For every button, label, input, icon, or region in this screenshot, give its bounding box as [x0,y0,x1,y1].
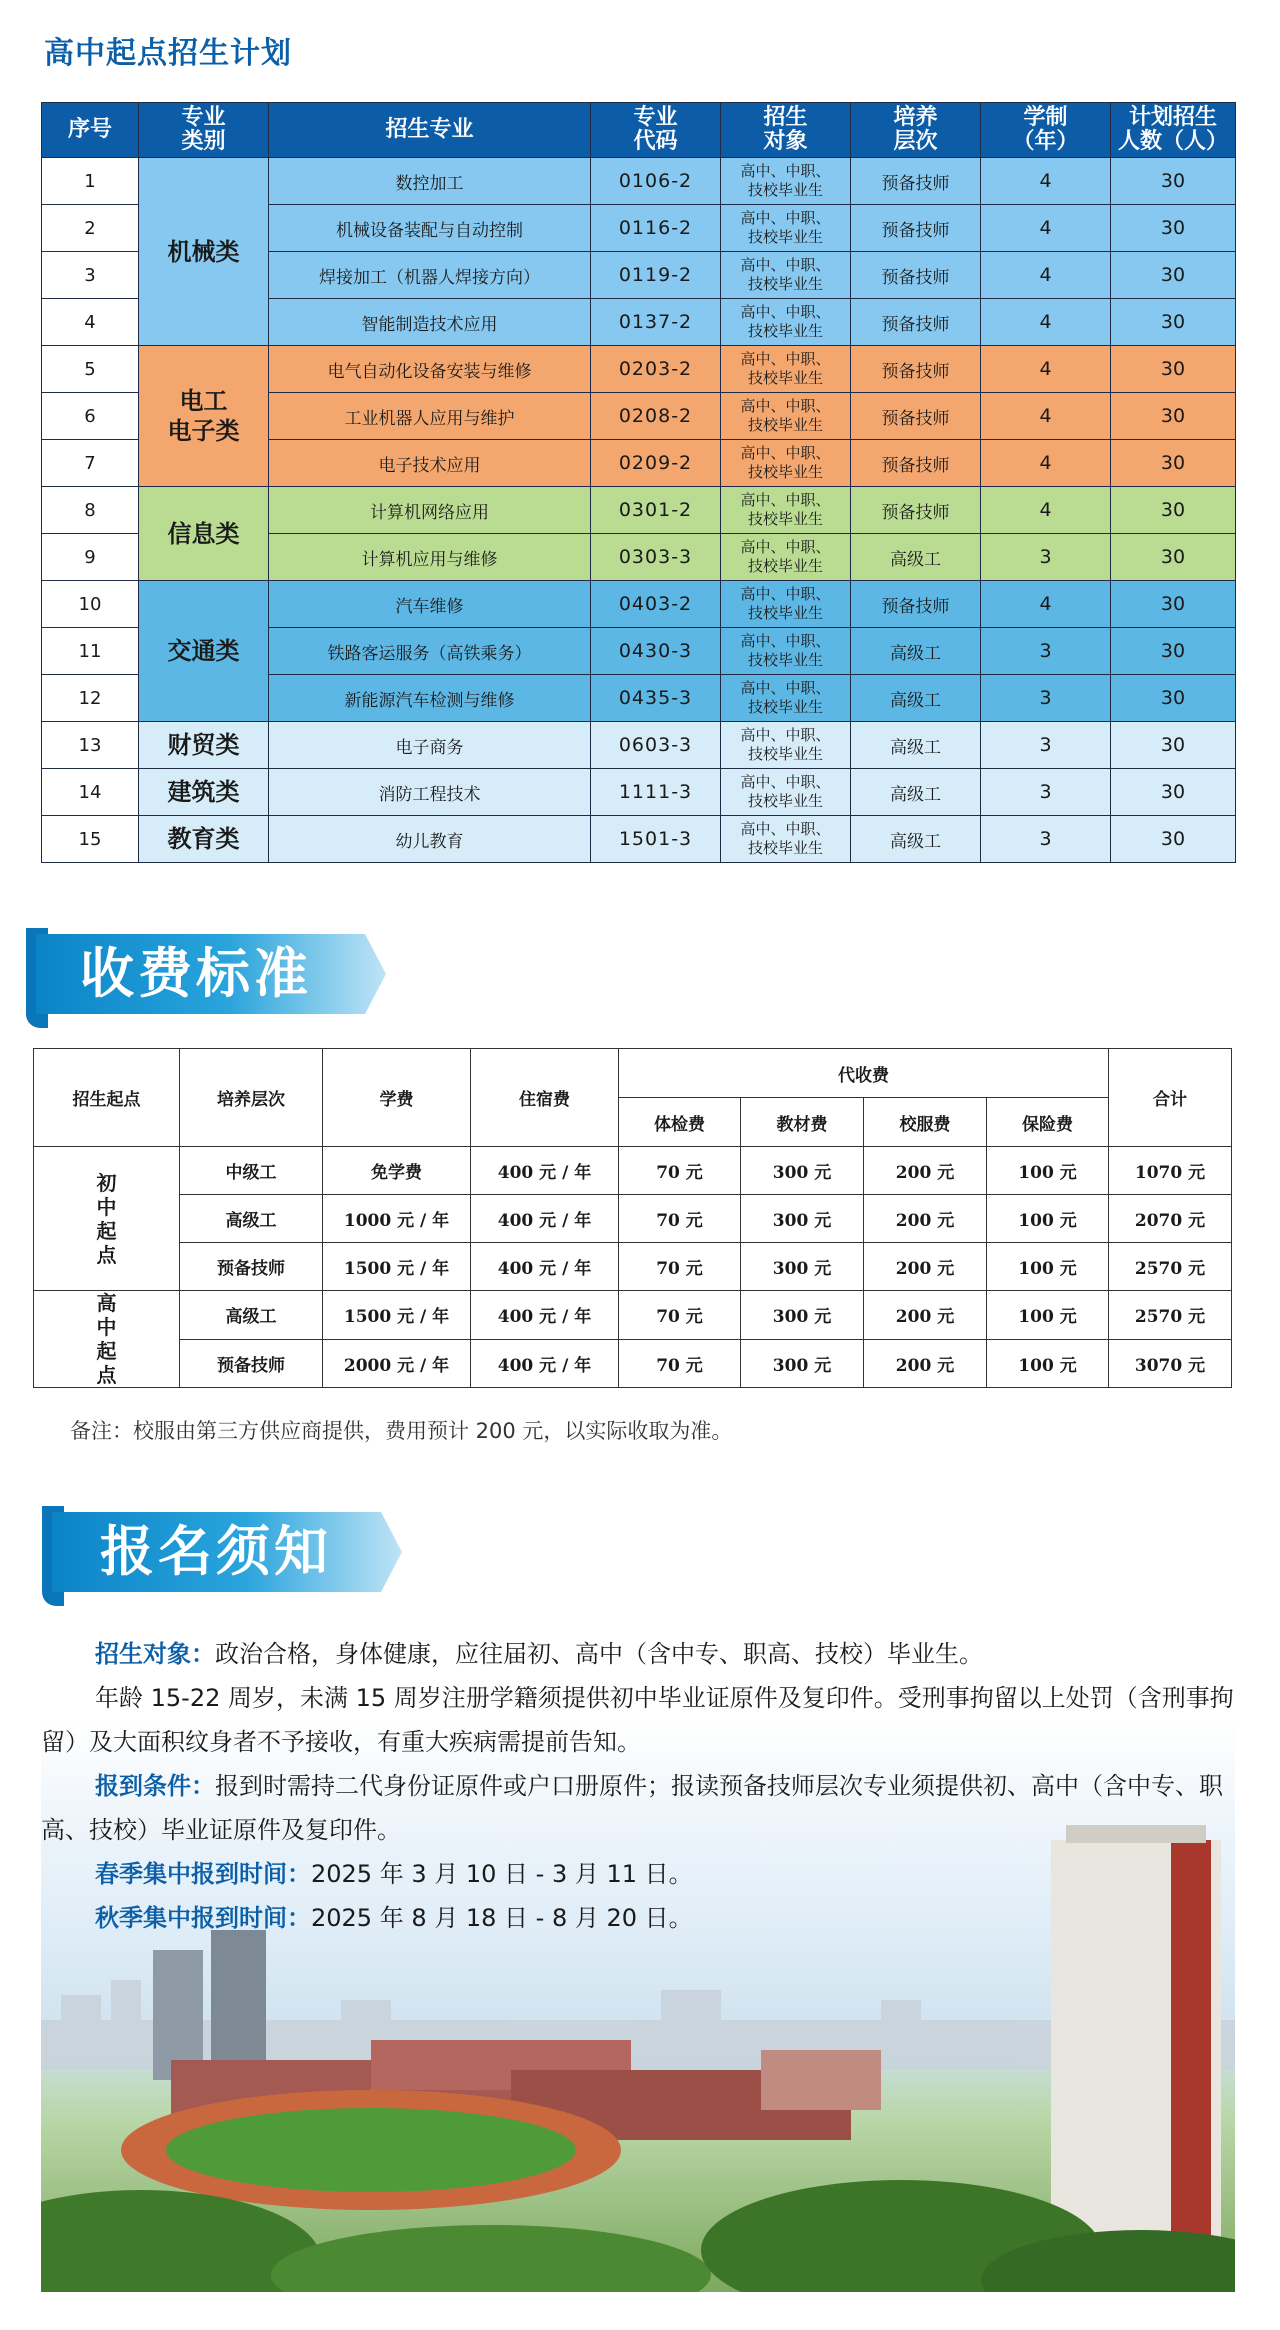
fee-header-start: 招生起点 [34,1049,180,1147]
cell-years: 4 [981,487,1111,534]
cell-major: 新能源汽车检测与维修 [269,675,591,722]
notice-age-paragraph: 年龄 15-22 周岁，未满 15 周岁注册学籍须提供初中毕业证原件及复印件。受刑事拘留以上处罚（含刑事拘留）及大面积纹身者不予接收，有重大疾病需提前告知。 [41,1684,1234,1756]
cell-seq: 5 [42,346,139,393]
cell-code: 1111-3 [591,769,721,816]
cell-major: 幼儿教育 [269,816,591,863]
table-row [34,1339,1232,1388]
cell-seq: 7 [42,440,139,487]
cell-code: 0603-3 [591,722,721,769]
cell-level: 预备技师 [851,252,981,299]
header-level: 培养 层次 [851,103,981,158]
cell-quota: 30 [1111,158,1236,205]
cell-quota: 30 [1111,205,1236,252]
cell-level: 预备技师 [851,346,981,393]
cell-code: 0435-3 [591,675,721,722]
fee-group-junior: 初 中 起 点 [34,1147,180,1291]
table-row [34,1291,1232,1340]
header-years: 学制 （年） [981,103,1111,158]
cell-major: 智能制造技术应用 [269,299,591,346]
cell-exam: 70 元 [619,1339,741,1388]
cell-years: 4 [981,346,1111,393]
fee-header-books: 教材费 [741,1098,864,1147]
cell-target: 高中、中职、 技校毕业生 [721,346,851,393]
fee-header-level: 培养层次 [180,1049,323,1147]
cell-total: 3070 元 [1109,1339,1232,1388]
cell-years: 4 [981,440,1111,487]
cell-level: 高级工 [851,534,981,581]
cell-level: 预备技师 [851,158,981,205]
cell-major: 电子商务 [269,722,591,769]
fee-header-row [34,1049,1232,1098]
notice-report-text: 报到时需持二代身份证原件或户口册原件；报读预备技师层次专业须提供初、高中（含中专、职高、技校）毕业证原件及复印件。 [41,1772,1223,1844]
fee-header-tuition: 学费 [323,1049,471,1147]
notice-autumn-label: 秋季集中报到时间： [95,1904,311,1932]
fee-header-dorm: 住宿费 [471,1049,619,1147]
cell-level: 高级工 [851,628,981,675]
header-target: 招生 对象 [721,103,851,158]
cell-major: 计算机网络应用 [269,487,591,534]
cell-level: 高级工 [851,769,981,816]
cell-insurance: 100 元 [987,1243,1109,1291]
cell-level: 预备技师 [851,440,981,487]
cell-target: 高中、中职、 技校毕业生 [721,581,851,628]
cell-uniform: 200 元 [864,1339,987,1388]
cell-quota: 30 [1111,440,1236,487]
cell-target: 高中、中职、 技校毕业生 [721,158,851,205]
cell-target: 高中、中职、 技校毕业生 [721,534,851,581]
cell-code: 0203-2 [591,346,721,393]
cell-seq: 6 [42,393,139,440]
cell-dorm: 400 元 / 年 [471,1147,619,1195]
cell-dorm: 400 元 / 年 [471,1243,619,1291]
notice-report-label: 报到条件： [95,1772,215,1800]
cell-dorm: 400 元 / 年 [471,1195,619,1243]
cell-years: 3 [981,816,1111,863]
cell-major: 消防工程技术 [269,769,591,816]
cell-uniform: 200 元 [864,1195,987,1243]
cell-target: 高中、中职、 技校毕业生 [721,487,851,534]
cell-level: 中级工 [180,1147,323,1195]
header-major: 招生专业 [269,103,591,158]
cell-years: 4 [981,581,1111,628]
cell-years: 4 [981,205,1111,252]
cell-quota: 30 [1111,393,1236,440]
category-transport: 交通类 [139,581,269,722]
cell-books: 300 元 [741,1195,864,1243]
cell-quota: 30 [1111,252,1236,299]
cell-insurance: 100 元 [987,1339,1109,1388]
cell-code: 0119-2 [591,252,721,299]
cell-code: 1501-3 [591,816,721,863]
cell-quota: 30 [1111,299,1236,346]
notice-autumn-text: 2025 年 8 月 18 日 - 8 月 20 日。 [311,1904,693,1932]
table-row [42,816,1236,863]
cell-total: 2570 元 [1109,1243,1232,1291]
cell-quota: 30 [1111,581,1236,628]
cell-target: 高中、中职、 技校毕业生 [721,440,851,487]
cell-level: 高级工 [851,722,981,769]
cell-years: 4 [981,393,1111,440]
cell-seq: 12 [42,675,139,722]
cell-target: 高中、中职、 技校毕业生 [721,769,851,816]
category-education: 教育类 [139,816,269,863]
cell-code: 0116-2 [591,205,721,252]
fees-banner [26,928,386,1014]
cell-major: 焊接加工（机器人焊接方向） [269,252,591,299]
enrollment-plan-table [41,102,1236,863]
table-row [34,1195,1232,1243]
notice-text [41,1632,1235,1940]
cell-code: 0430-3 [591,628,721,675]
cell-seq: 4 [42,299,139,346]
table-row [42,158,1236,205]
category-trade: 财贸类 [139,722,269,769]
cell-total: 1070 元 [1109,1147,1232,1195]
header-seq: 序号 [42,103,139,158]
cell-code: 0403-2 [591,581,721,628]
cell-level: 高级工 [851,816,981,863]
cell-tuition: 2000 元 / 年 [323,1339,471,1388]
cell-major: 工业机器人应用与维护 [269,393,591,440]
cell-target: 高中、中职、 技校毕业生 [721,393,851,440]
fee-standard-table [33,1048,1232,1388]
cell-target: 高中、中职、 技校毕业生 [721,252,851,299]
cell-level: 预备技师 [851,581,981,628]
fee-header-uniform: 校服费 [864,1098,987,1147]
fee-header-insurance: 保险费 [987,1098,1109,1147]
cell-total: 2070 元 [1109,1195,1232,1243]
cell-target: 高中、中职、 技校毕业生 [721,299,851,346]
cell-level: 高级工 [851,675,981,722]
cell-seq: 14 [42,769,139,816]
cell-seq: 8 [42,487,139,534]
cell-code: 0209-2 [591,440,721,487]
cell-tuition: 免学费 [323,1147,471,1195]
cell-major: 机械设备装配与自动控制 [269,205,591,252]
cell-dorm: 400 元 / 年 [471,1291,619,1340]
cell-level: 高级工 [180,1291,323,1340]
cell-level: 预备技师 [851,299,981,346]
cell-level: 预备技师 [851,393,981,440]
cell-quota: 30 [1111,628,1236,675]
cell-seq: 13 [42,722,139,769]
cell-code: 0137-2 [591,299,721,346]
cell-code: 0303-3 [591,534,721,581]
cell-tuition: 1500 元 / 年 [323,1291,471,1340]
cell-total: 2570 元 [1109,1291,1232,1340]
fee-header-exam: 体检费 [619,1098,741,1147]
table-row [42,346,1236,393]
cell-years: 3 [981,534,1111,581]
cell-books: 300 元 [741,1339,864,1388]
cell-quota: 30 [1111,346,1236,393]
category-electrical: 电工 电子类 [139,346,269,487]
notice-target-paragraph [41,1632,1235,1676]
cell-target: 高中、中职、 技校毕业生 [721,628,851,675]
notice-target-label: 招生对象： [95,1640,215,1668]
cell-books: 300 元 [741,1291,864,1340]
cell-insurance: 100 元 [987,1195,1109,1243]
cell-target: 高中、中职、 技校毕业生 [721,675,851,722]
cell-quota: 30 [1111,534,1236,581]
cell-level: 预备技师 [851,205,981,252]
plan-header-row [42,103,1236,158]
cell-tuition: 1000 元 / 年 [323,1195,471,1243]
cell-level: 预备技师 [180,1243,323,1291]
fee-group-senior: 高 中 起 点 [34,1291,180,1388]
cell-dorm: 400 元 / 年 [471,1339,619,1388]
header-code: 专业 代码 [591,103,721,158]
cell-books: 300 元 [741,1147,864,1195]
cell-quota: 30 [1111,487,1236,534]
cell-seq: 11 [42,628,139,675]
cell-quota: 30 [1111,816,1236,863]
cell-quota: 30 [1111,769,1236,816]
plan-title: 高中起点招生计划 [44,36,292,71]
table-row [42,769,1236,816]
notice-spring-paragraph [41,1852,1235,1896]
cell-years: 4 [981,299,1111,346]
cell-major: 电气自动化设备安装与维修 [269,346,591,393]
cell-years: 3 [981,628,1111,675]
category-information: 信息类 [139,487,269,581]
cell-code: 0208-2 [591,393,721,440]
cell-exam: 70 元 [619,1195,741,1243]
cell-uniform: 200 元 [864,1147,987,1195]
cell-level: 预备技师 [180,1339,323,1388]
cell-seq: 1 [42,158,139,205]
cell-target: 高中、中职、 技校毕业生 [721,816,851,863]
notice-spring-text: 2025 年 3 月 10 日 - 3 月 11 日。 [311,1860,693,1888]
fee-header-total: 合计 [1109,1049,1232,1147]
cell-code: 0301-2 [591,487,721,534]
cell-target: 高中、中职、 技校毕业生 [721,205,851,252]
cell-insurance: 100 元 [987,1291,1109,1340]
cell-uniform: 200 元 [864,1291,987,1340]
cell-years: 4 [981,158,1111,205]
cell-books: 300 元 [741,1243,864,1291]
cell-exam: 70 元 [619,1291,741,1340]
fee-header-collect: 代收费 [619,1049,1109,1098]
header-quota: 计划招生 人数（人） [1111,103,1236,158]
cell-years: 3 [981,769,1111,816]
header-category: 专业 类别 [139,103,269,158]
table-row [34,1147,1232,1195]
cell-seq: 2 [42,205,139,252]
table-row [42,487,1236,534]
cell-major: 汽车维修 [269,581,591,628]
cell-major: 铁路客运服务（高铁乘务） [269,628,591,675]
notice-spring-label: 春季集中报到时间： [95,1860,311,1888]
cell-major: 数控加工 [269,158,591,205]
cell-insurance: 100 元 [987,1147,1109,1195]
cell-seq: 9 [42,534,139,581]
cell-quota: 30 [1111,722,1236,769]
fees-banner-title: 收费标准 [80,942,312,1005]
cell-uniform: 200 元 [864,1243,987,1291]
cell-target: 高中、中职、 技校毕业生 [721,722,851,769]
table-row [42,581,1236,628]
notice-banner [42,1506,402,1592]
cell-tuition: 1500 元 / 年 [323,1243,471,1291]
cell-major: 电子技术应用 [269,440,591,487]
cell-years: 4 [981,252,1111,299]
table-row [34,1243,1232,1291]
fee-note: 备注：校服由第三方供应商提供，费用预计 200 元，以实际收取为准。 [70,1419,733,1443]
cell-level: 预备技师 [851,487,981,534]
cell-years: 3 [981,722,1111,769]
notice-autumn-paragraph [41,1896,1235,1940]
notice-target-text: 政治合格，身体健康，应往届初、高中（含中专、职高、技校）毕业生。 [215,1640,983,1668]
category-construction: 建筑类 [139,769,269,816]
cell-level: 高级工 [180,1195,323,1243]
cell-exam: 70 元 [619,1147,741,1195]
cell-major: 计算机应用与维修 [269,534,591,581]
notice-banner-title: 报名须知 [100,1520,332,1583]
cell-quota: 30 [1111,675,1236,722]
cell-exam: 70 元 [619,1243,741,1291]
cell-seq: 3 [42,252,139,299]
cell-seq: 15 [42,816,139,863]
notice-report-paragraph [41,1764,1235,1852]
category-mechanical: 机械类 [139,158,269,346]
cell-years: 3 [981,675,1111,722]
cell-code: 0106-2 [591,158,721,205]
table-row [42,722,1236,769]
cell-seq: 10 [42,581,139,628]
